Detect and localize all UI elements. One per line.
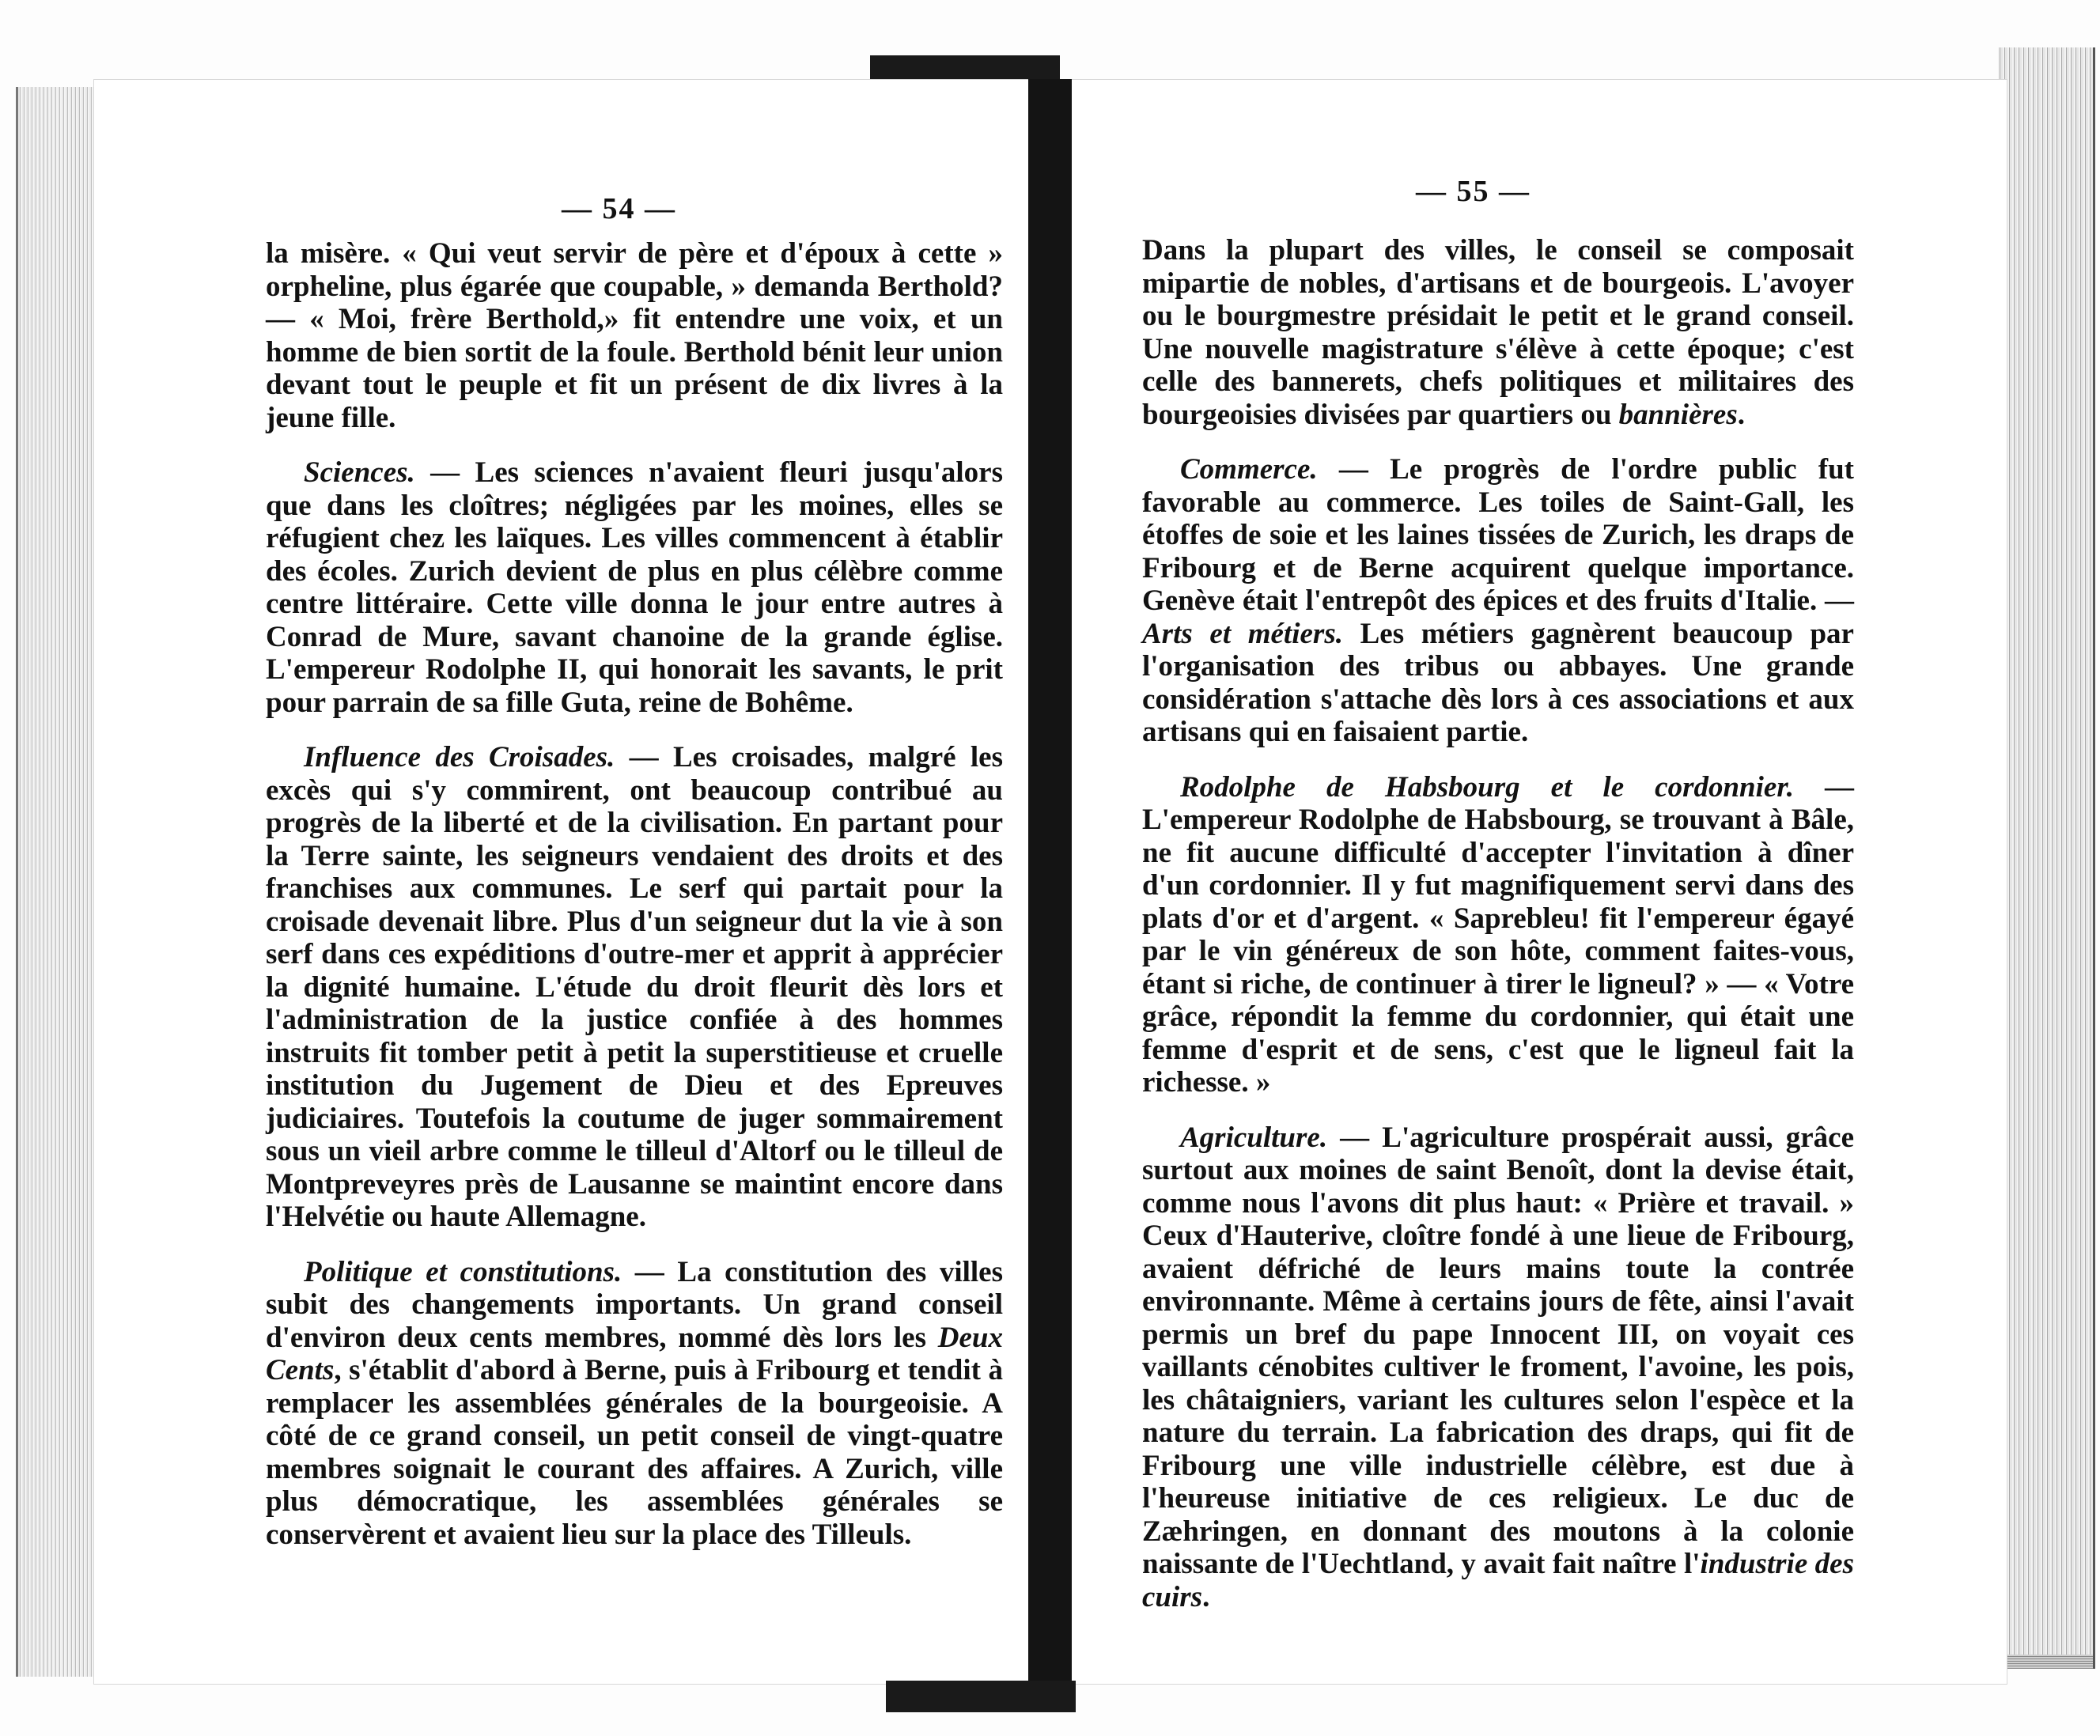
italic-term: industrie des cuirs [1142,1548,1854,1613]
section-rubric: Arts et métiers. [1142,617,1343,650]
section-rubric: Commerce. [1180,453,1318,486]
paragraph-text: — L'agriculture prospérait aussi, grâce surtout aux moines de saint Benoît, dont la devise était, comme nous l'avons dit plus haut: « Prière et travail. » Ceux d'Hauterive, cloître fondé à une lieue de Fribourg, avaient défriché de leurs mains toute la contrée environnante. Même à certains jours de fête, ainsi l'avait permis un bref du pape Innocent III, on voyait ces vaillants cénobites cultiver le froment, l'avoine, les pois, les châtaigniers, variant les cultures selon l'espèce et la nature du terrain. La fabrication des draps, qui fit de Fribourg une ville industrielle célèbre, est due à l'heureuse initiative de ces religieux. Le duc de Zæhringen, en donnant des moutons à la colonie naissante de l'Uechtland, y avait fait naître l' [1142,1121,1854,1580]
paragraph-text: la misère. « Qui veut servir de père et d'époux à cette » orpheline, plus égarée que coupable, » demanda Berthold? — « Moi, frère Berthold,» fit entendre une voix, et un homme de bien sortit de la foule. Berthold bénit leur union devant tout le peuple et fit un présent de dix livres à la jeune fille. [266,237,1003,434]
paragraph-text: . [1202,1580,1210,1613]
left-page-text [266,237,1003,1573]
paragraph-text: — L'empereur Rodolphe de Habsbourg, se trouvant à Bâle, ne fit aucune difficulté d'accepter l'invitation à dîner d'un cordonnier. Il y fut magnifiquement servi dans des plats d'or et d'argent. « Saprebleu! fit l'empereur égayé par le vin généreux de son hôte, comment faites-vous, étant si riche, de continuer à tirer le ligneul? » — « Votre grâce, répondit la femme du cordonnier, qui était une femme d'esprit et de sens, c'est que le ligneul fait la richesse. » [1142,770,1854,1099]
paragraph-politique [266,1256,1003,1552]
right-page-text [1142,234,1854,1636]
paragraph-text: — Les croisades, malgré les excès qui s'y commirent, ont beaucoup contribué au progrès de la liberté et de la civilisation. En partant pour la Terre sainte, les seigneurs vendaient des droits et des franchises aux communes. Le serf qui partait pour la croisade devenait libre. Plus d'un seigneur dut la vie à son serf dans ces expéditions d'outre-mer et apprit à apprécier la dignité humaine. L'étude du droit fleurit dès lors et l'administration de la justice confiée à des hommes instruits fit tomber petit à petit la superstitieuse et cruelle institution du Jugement de Dieu et des Epreuves judiciaires. Toutefois la coutume de juger sommairement sous un vieil arbre comme le tilleul d'Altorf ou le tilleul de Montpreveyres près de Lausanne se maintint encore dans l'Helvétie ou haute Allemagne. [266,741,1003,1233]
left-page-number: — 54 — [562,192,676,225]
binding-tab-bottom [886,1681,1076,1712]
paragraph-commerce [1142,453,1854,749]
section-rubric: Politique et constitutions. [304,1255,622,1288]
italic-term: bannières [1618,398,1738,431]
section-rubric: Influence des Croisades. [304,741,615,773]
paragraph-continuation [266,237,1003,434]
paragraph-text: Les métiers gagnèrent beaucoup par l'organisation des tribus ou abbayes. Une grande considération s'attache dès lors à ces associations et aux artisans qui en faisaient partie. [1142,617,1854,748]
book-left-edge [16,87,96,1677]
paragraph-text: — La constitution des villes subit des changements importants. Un grand conseil d'environ deux cents membres, nommé dès lors les [266,1255,1003,1354]
paragraph-text: — Les sciences n'avaient fleuri jusqu'alors que dans les cloîtres; négligées par les moines, elles se réfugient chez les laïques. Les villes commencent à établir des écoles. Zurich devient de plus en plus célèbre comme centre littéraire. Cette ville donna le jour entre autres à Conrad de Mure, savant chanoine de la grande église. L'empereur Rodolphe II, qui honorait les savants, le prit pour parrain de sa fille Guta, reine de Bohême. [266,456,1003,719]
paragraph-rodolphe [1142,771,1854,1099]
section-rubric: Rodolphe de Habsbourg et le cordonnier. [1180,770,1794,804]
book-right-edge [1998,47,2095,1669]
right-page-number: — 55 — [1416,175,1531,208]
paragraph-conseils [1142,234,1854,431]
paragraph-text: — Le progrès de l'ordre public fut favorable au commerce. Les toiles de Saint-Gall, les étoffes de soie et les laines tissées de Zurich, les draps de Fribourg et de Berne acquirent quelque importance. Genève était l'entrepôt des épices et des fruits d'Italie. — [1142,453,1854,617]
section-rubric: Agriculture. [1180,1121,1328,1154]
paragraph-croisades [266,741,1003,1234]
section-rubric: Sciences. [304,456,415,489]
book-gutter [1028,79,1072,1693]
paragraph-agriculture [1142,1121,1854,1614]
paragraph-text: . [1737,398,1745,431]
paragraph-text: Dans la plupart des villes, le conseil se composait mipartie de nobles, d'artisans et de bourgeois. L'avoyer ou le bourgmestre présidait le petit et le grand conseil. Une nouvelle magistrature s'élève à cette époque; c'est celle des bannerets, chefs politiques et militaires des bourgeoisies divisées par quartiers ou [1142,234,1854,431]
paragraph-text: , s'établit d'abord à Berne, puis à Fribourg et tendit à remplacer les assemblées générales de la bourgeoisie. A côté de ce grand conseil, un petit conseil de vingt-quatre membres soignait le courant des affaires. A Zurich, ville plus démocratique, les assemblées générales se conservèrent et avaient lieu sur la place des Tilleuls. [266,1354,1003,1551]
paragraph-sciences [266,456,1003,719]
italic-term: Deux Cents [266,1321,1003,1386]
